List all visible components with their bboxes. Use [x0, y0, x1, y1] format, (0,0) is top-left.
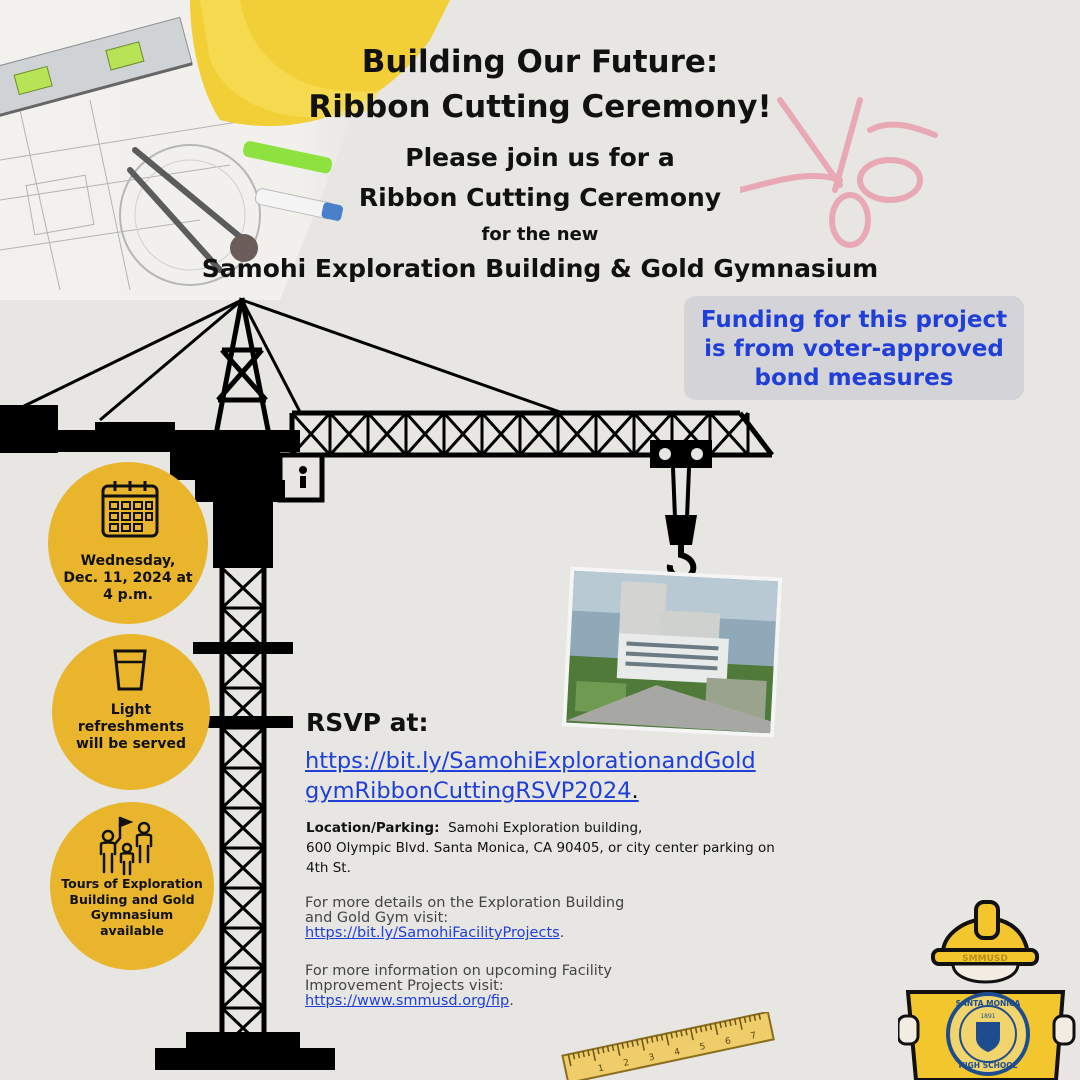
- ruler-icon: [556, 1012, 776, 1080]
- samohi-mascot-illustration: [898, 898, 1080, 1080]
- ruler-number: 7: [749, 1030, 758, 1042]
- funding-line-2: is from voter-approved: [704, 336, 1004, 362]
- fip-link[interactable]: https://www.smmusd.org/fip: [305, 993, 510, 1009]
- more-info-line-1: For more information on upcoming Facility: [305, 963, 613, 979]
- facility-projects-link[interactable]: https://bit.ly/SamohiFacilityProjects: [305, 925, 560, 941]
- cup-icon: [112, 648, 148, 692]
- ruler-number: 2: [622, 1057, 631, 1069]
- rsvp-link-line-2[interactable]: gymRibbonCuttingRSVP2024: [305, 778, 632, 804]
- location-block: [306, 818, 836, 878]
- refreshments-line-3: will be served: [76, 736, 186, 752]
- invite-line-3: for the new: [481, 224, 599, 245]
- exploration-building-photo[interactable]: [558, 566, 788, 744]
- invite-line-1: Please join us for a: [405, 143, 675, 172]
- more-details-suffix: .: [559, 925, 565, 941]
- tours-line-1: Tours of Exploration: [61, 876, 203, 891]
- tour-group-icon: [96, 814, 158, 876]
- ruler-number: 4: [673, 1047, 682, 1059]
- rsvp-link-block: [305, 746, 785, 806]
- more-info-suffix: .: [509, 993, 514, 1009]
- helmet-text: SMMUSD: [962, 954, 1008, 964]
- rsvp-label: RSVP at:: [306, 708, 429, 737]
- refreshments-text: [52, 702, 210, 753]
- date-text: [48, 553, 208, 604]
- more-info-line-2: Improvement Projects visit:: [305, 978, 504, 994]
- date-line-3: 4 p.m.: [103, 587, 153, 603]
- more-info-block: [305, 964, 725, 1009]
- funding-line-1: Funding for this project: [700, 307, 1008, 333]
- date-line-1: Wednesday,: [80, 553, 176, 569]
- seal-year-text: 1891: [980, 1013, 996, 1020]
- tours-line-4: available: [100, 922, 164, 938]
- seal-bottom-text: HIGH SCHOOL: [958, 1061, 1018, 1070]
- title-line-2: Ribbon Cutting Ceremony!: [308, 89, 772, 125]
- more-details-line-1: For more details on the Exploration Building: [305, 895, 625, 911]
- tours-line-2: Building and Gold: [69, 891, 195, 907]
- tours-line-3: Gymnasium: [90, 907, 174, 922]
- refreshments-line-1: Light: [110, 702, 152, 718]
- funding-line-3: bond measures: [754, 365, 954, 391]
- tours-text: [50, 876, 214, 938]
- invite-line-2: Ribbon Cutting Ceremony: [358, 183, 722, 212]
- rsvp-link-line-1[interactable]: https://bit.ly/SamohiExplorationandGold: [305, 748, 756, 774]
- calendar-icon: [100, 478, 160, 540]
- location-line-1: Samohi Exploration building,: [448, 820, 643, 836]
- seal-top-text: SANTA MONICA: [955, 999, 1021, 1008]
- title-line-1: Building Our Future:: [361, 44, 719, 80]
- ruler-number: 3: [647, 1052, 656, 1064]
- invite-line-4: Samohi Exploration Building & Gold Gymnasium: [201, 254, 879, 283]
- date-line-2: Dec. 11, 2024 at: [63, 570, 193, 586]
- rsvp-link-suffix: .: [631, 778, 639, 804]
- ruler-number: 5: [698, 1041, 707, 1053]
- ruler-number: 1: [597, 1063, 605, 1075]
- location-label: Location/Parking:: [306, 820, 440, 836]
- more-details-block: [305, 896, 725, 941]
- more-details-line-2: and Gold Gym visit:: [305, 910, 449, 926]
- location-line-2: 600 Olympic Blvd. Santa Monica, CA 90405, or city center parking on: [306, 840, 775, 856]
- ruler-number: 6: [724, 1036, 732, 1048]
- refreshments-line-2: refreshments: [77, 719, 185, 735]
- location-line-3: 4th St.: [306, 860, 351, 876]
